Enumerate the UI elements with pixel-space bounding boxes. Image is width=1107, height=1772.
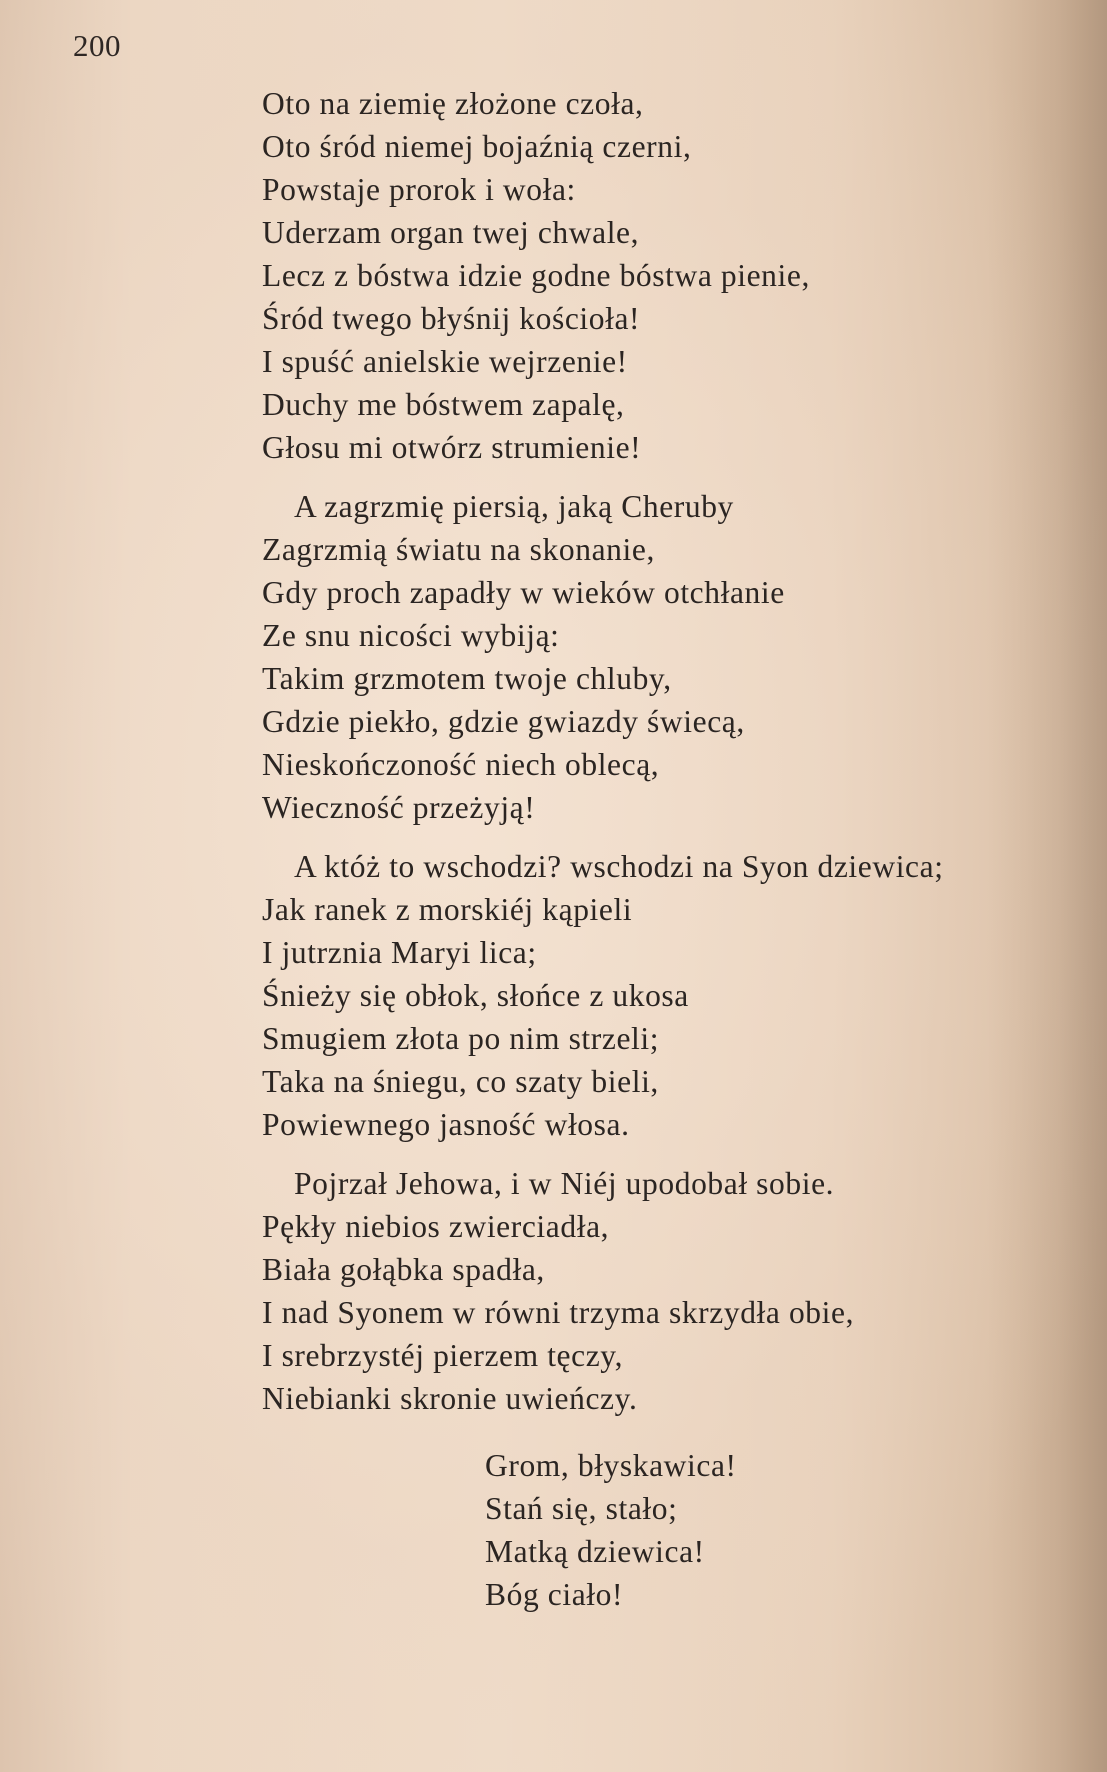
poem-line: Jak ranek z morskiéj kąpieli: [262, 892, 633, 927]
poem-line: Niebianki skronie uwieńczy.: [262, 1381, 638, 1416]
poem-line: I jutrznia Maryi lica;: [262, 935, 537, 970]
poem-line: I spuść anielskie wejrzenie!: [262, 344, 628, 379]
stanza-2: [0, 485, 1107, 829]
poem-line: Pojrzał Jehowa, i w Niéj upodobał sobie.: [294, 1166, 835, 1201]
poem-line: Pękły niebios zwierciadła,: [262, 1209, 610, 1244]
poem-line: Taka na śniegu, co szaty bieli,: [262, 1064, 659, 1099]
poem-line: Uderzam organ twej chwale,: [262, 215, 640, 250]
poem-line: Biała gołąbka spadła,: [262, 1252, 545, 1287]
poem-line: Wieczność przeżyją!: [262, 790, 536, 825]
stanza-4: [0, 1162, 1107, 1420]
poem-line: Śród twego błyśnij kościoła!: [262, 301, 641, 336]
poem-line: Nieskończoność niech oblecą,: [262, 747, 660, 782]
page-number: 200: [73, 28, 121, 63]
poem-line: Duchy me bóstwem zapalę,: [262, 387, 625, 422]
poem-text: [0, 82, 1107, 1632]
stanza-5: [0, 1444, 1107, 1616]
poem-line: Oto śród niemej bojaźnią czerni,: [262, 129, 692, 164]
poem-line: Śnieży się obłok, słońce z ukosa: [262, 978, 689, 1013]
poem-line: Lecz z bóstwa idzie godne bóstwa pienie,: [262, 258, 810, 293]
poem-line: Takim grzmotem twoje chluby,: [262, 661, 672, 696]
poem-line: Gdy proch zapadły w wieków otchłanie: [262, 575, 785, 610]
poem-line: Głosu mi otwórz strumienie!: [262, 430, 642, 465]
poem-line: I srebrzystéj pierzem tęczy,: [262, 1338, 624, 1373]
poem-line: A któż to wschodzi? wschodzi na Syon dziewica;: [294, 849, 944, 884]
poem-line: Zagrzmią światu na skonanie,: [262, 532, 655, 567]
poem-line: Powiewnego jasność włosa.: [262, 1107, 630, 1142]
poem-line: Ze snu nicości wybiją:: [262, 618, 560, 653]
poem-line: Grom, błyskawica!: [485, 1448, 737, 1483]
poem-line: Gdzie piekło, gdzie gwiazdy świecą,: [262, 704, 745, 739]
poem-line: Bóg ciało!: [485, 1577, 624, 1612]
poem-line: Matką dziewica!: [485, 1534, 705, 1569]
poem-line: A zagrzmię piersią, jaką Cheruby: [294, 489, 734, 524]
stanza-1: [0, 82, 1107, 469]
poem-line: Stań się, stało;: [485, 1491, 678, 1526]
poem-line: Powstaje prorok i woła:: [262, 172, 576, 207]
poem-line: Smugiem złota po nim strzeli;: [262, 1021, 660, 1056]
poem-line: Oto na ziemię złożone czoła,: [262, 86, 644, 121]
stanza-3: [0, 845, 1107, 1146]
poem-line: I nad Syonem w równi trzyma skrzydła obie,: [262, 1295, 855, 1330]
